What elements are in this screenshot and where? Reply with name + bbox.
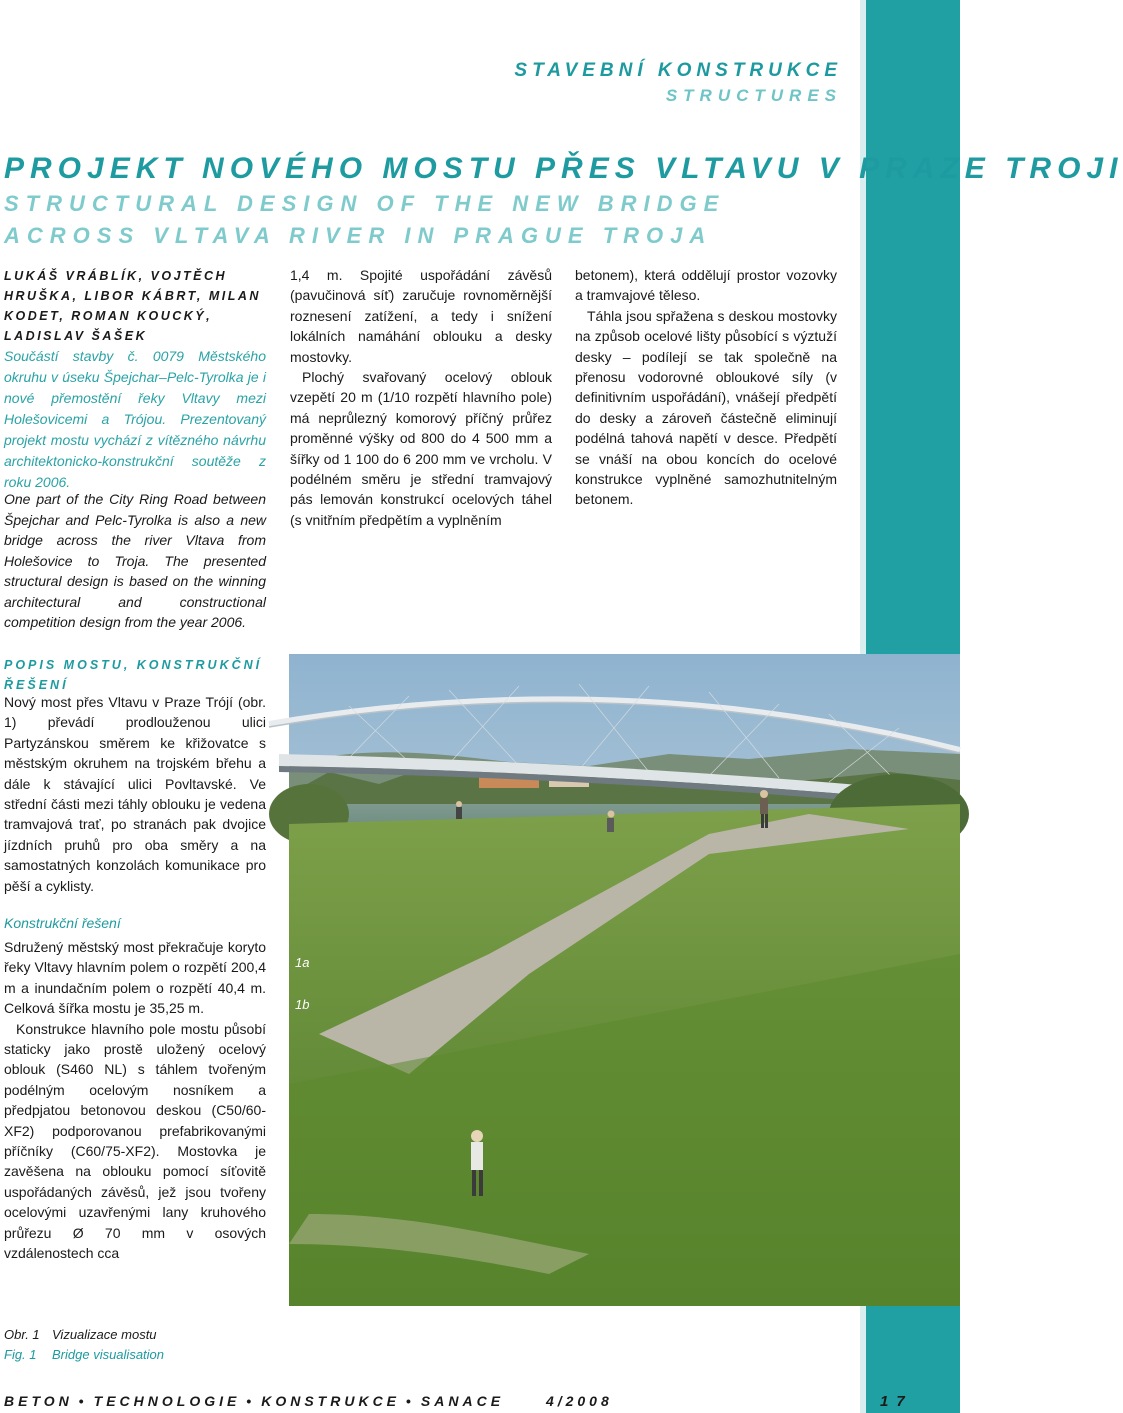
section-name-en: STRUCTURES [665, 86, 842, 105]
issue-number: 4/2008 [545, 1393, 613, 1409]
paragraph: 1,4 m. Spojité uspořádání závěsů (pavučinová síť) zaručuje rovnoměrnější roznesení zatížení, a tedy i snížení lokálních namáhání oblouku a desky mostovky. [290, 267, 552, 365]
section-name-cz: STAVEBNÍ KONSTRUKCE [514, 60, 842, 81]
caption-label: Obr. 1 [4, 1327, 40, 1342]
journal-footer [4, 1393, 914, 1409]
author-list: LUKÁŠ VRÁBLÍK, VOJTĚCH HRUŠKA, LIBOR KÁBRT, MILAN KODET, ROMAN KOUCKÝ, LADISLAV ŠAŠEK [4, 269, 261, 343]
footer-word: KONSTRUKCE [261, 1393, 401, 1409]
bullet: • [246, 1393, 256, 1409]
paragraph: Táhla jsou spřažena s deskou mostovky na způsob ocelové lišty působící s výztuží desky – podílejí se tak společně na přenosu vodorovné obloukové síly (v definitivním uspořádání), vnášejí předpětí do desky a zároveň částečně eliminují podélná tahová napětí v desce. Předpětí se vnáší na obou koncích do ocelové konstrukce vyplněné samozhutnitelným betonem. [575, 307, 837, 508]
footer-word: BETON [4, 1393, 73, 1409]
paragraph: Plochý svařovaný ocelový oblouk vzepětí 20 m (1/10 rozpětí hlavního pole) má neprůlezný komorový příčný průřez proměnné výšky od 800 do 4 500 mm a šířky od 1 100 do 6 200 mm ve vrcholu. V podélném směru je střední tramvajový pás lemován konstrukcí ocelových táhel (s vnitřním předpětím a vyplněním [290, 369, 552, 528]
article-title-cz: PROJEKT NOVÉHO MOSTU PŘES VLTAVU V PRAZE TROJI [4, 152, 1123, 185]
article-title-en: STRUCTURAL DESIGN OF THE NEW BRIDGE ACROSS VLTAVA RIVER IN PRAGUE TROJA [4, 191, 726, 248]
bullet: • [406, 1393, 415, 1409]
paragraph: betonem), která oddělují prostor vozovky a tramvajové těleso. [575, 267, 837, 304]
caption-text: Bridge visualisation [52, 1347, 165, 1362]
bridge-visualisation-image [289, 654, 960, 1306]
caption-label: Fig. 1 [4, 1347, 37, 1362]
abstract-cz: Součástí stavby č. 0079 Městského okruhu v úseku Špejchar–Pelc-Tyrolka je i nové přemostění řeky Vltavy mezi Holešovicemi a Trójou. Prezentovaný projekt mostu vychází z vítězného návrhu architektonicko-konstrukční soutěže z roku 2006. [4, 348, 266, 490]
text-column-right [575, 265, 837, 510]
caption-text: Vizualizace mostu [52, 1327, 157, 1342]
section-heading: POPIS MOSTU, KONSTRUKČNÍ ŘEŠENÍ [4, 658, 263, 692]
paragraph: Nový most přes Vltavu v Praze Trójí (obr. 1) převádí prodlouženou ulici Partyzánskou směrem ke křižovatce s městským okruhem na trojském břehu a dále k stávající ulici Povltavské. Ve střední části mezi táhly oblouku je vedena tramvajová trať, po stranách pak dvojice jízdních pruhů pro oba směry a na samostatných konzolách komunikace pro pěší a cyklisty. [4, 694, 266, 894]
paragraph: Sdružený městský most překračuje koryto řeky Vltavy hlavním polem o rozpětí 200,4 m a inundačním polem o rozpětí 40,4 m. Celková šířka mostu je 35,25 m. [4, 939, 266, 1017]
figure-label-1a: 1a [295, 955, 310, 970]
paragraph: Konstrukce hlavního pole mostu působí staticky jako prostě uložený ocelový oblouk (S460 NL) s táhlem tvořeným podélným ocelovým nosníkem a předpjatou betonovou deskou (C50/60-XF2) podporovanou prefabrikovanými příčníky (C60/75-XF2). Mostovka je zavěšena na oblouku pomocí síťovitě uspořádaných závěsů, jež jsou tvořeny ocelovými uzavřenými lany kruhového průřezu Ø 70 mm v osových vzdálenostech cca [4, 1020, 266, 1262]
abstract-en: One part of the City Ring Road between Špejchar and Pelc-Tyrolka is also a new bridge across the river Vltava from Holešovice to Troja. The presented structural design is based on the winning architectural and constructional competition design from the year 2006. [4, 491, 266, 630]
text-column-left [4, 692, 266, 896]
footer-word: TECHNOLOGIE [93, 1393, 241, 1409]
page-number: 17 [880, 1393, 913, 1410]
text-column-middle [290, 265, 552, 530]
figure-label-1b: 1b [295, 997, 310, 1012]
text-column-left-lower [4, 937, 266, 1264]
figure-caption-en [4, 1347, 164, 1362]
footer-word: SANACE [420, 1393, 505, 1409]
bullet: • [78, 1393, 88, 1409]
subsection-heading: Konstrukční řešení [4, 915, 121, 931]
figure-caption-cz [4, 1327, 157, 1342]
